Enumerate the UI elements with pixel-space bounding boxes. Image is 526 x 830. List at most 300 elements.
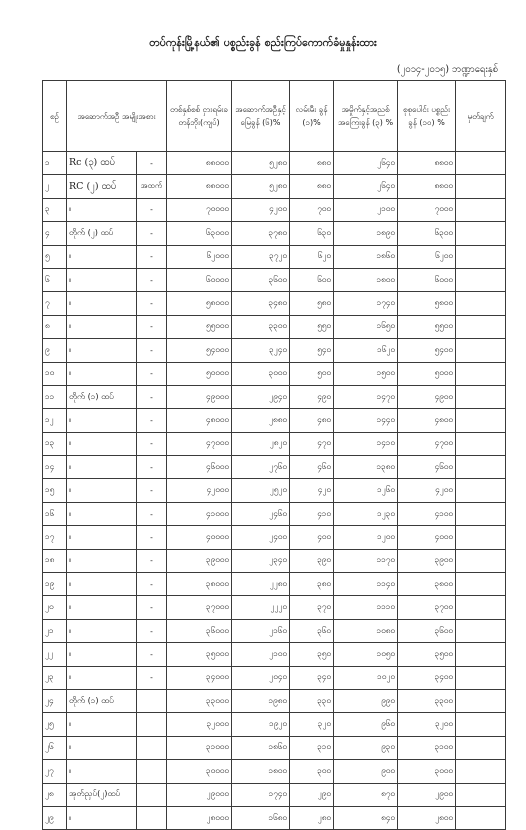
building-subtype-cell: -: [137, 549, 167, 572]
refuse-tax-cell: ၉၃၀: [334, 736, 398, 759]
serial-cell: ၂၄: [43, 689, 67, 712]
building-tax-cell: ၂၄၆၀: [232, 502, 290, 525]
building-subtype-cell: -: [137, 385, 167, 408]
light-tax-cell: ၃၆၀: [290, 619, 334, 642]
serial-cell: ၁၈: [43, 549, 67, 572]
remark-cell: [456, 806, 506, 829]
building-subtype-cell: -: [137, 315, 167, 338]
building-type-cell: ။: [67, 713, 137, 736]
table-row: [43, 573, 506, 596]
light-tax-cell: ၅၅၀: [290, 315, 334, 338]
building-tax-cell: ၂၉၄၀: [232, 385, 290, 408]
total-tax-cell: ၅၄၀၀: [398, 339, 456, 362]
serial-cell: ၄: [43, 222, 67, 245]
light-tax-cell: ၂၉၀: [290, 783, 334, 806]
remark-cell: [456, 315, 506, 338]
building-subtype-cell: -: [137, 198, 167, 221]
header-serial: စဉ်: [43, 81, 67, 152]
light-tax-cell: ၃၄၀: [290, 666, 334, 689]
building-type-cell: ။: [67, 806, 137, 829]
total-tax-cell: ၅၀၀၀: [398, 362, 456, 385]
building-subtype-cell: -: [137, 643, 167, 666]
refuse-tax-cell: ၁၁၁၀: [334, 596, 398, 619]
building-subtype-cell: -: [137, 619, 167, 642]
remark-cell: [456, 198, 506, 221]
building-tax-cell: ၂၂၂၀: [232, 596, 290, 619]
building-tax-cell: ၁၈၀၀: [232, 760, 290, 783]
header-building-land-tax: အဆောက်အဦနှင့်မြေခွန် (၆)%: [232, 81, 290, 152]
serial-cell: ၂: [43, 175, 67, 198]
total-tax-cell: ၈၈၀၀: [398, 175, 456, 198]
annual-value-cell: ၅၀၀၀၀: [167, 362, 232, 385]
annual-value-cell: ၃၉၀၀၀: [167, 549, 232, 572]
total-tax-cell: ၅၈၀၀: [398, 292, 456, 315]
light-tax-cell: ၃၉၀: [290, 549, 334, 572]
refuse-tax-cell: ၁၂၆၀: [334, 479, 398, 502]
annual-value-cell: ၅၄၀၀၀: [167, 339, 232, 362]
table-row: [43, 385, 506, 408]
annual-value-cell: ၃၆၀၀၀: [167, 619, 232, 642]
total-tax-cell: ၅၅၀၀: [398, 315, 456, 338]
building-tax-cell: ၁၈၆၀: [232, 736, 290, 759]
building-tax-cell: ၂၈၈၀: [232, 409, 290, 432]
refuse-tax-cell: ၉၆၀: [334, 713, 398, 736]
annual-value-cell: ၂၉၀၀၀: [167, 783, 232, 806]
serial-cell: ၁၁: [43, 385, 67, 408]
building-subtype-cell: [137, 760, 167, 783]
annual-value-cell: ၄၆၀၀၀: [167, 456, 232, 479]
refuse-tax-cell: ၂၆၄၀: [334, 152, 398, 175]
remark-cell: [456, 432, 506, 455]
building-subtype-cell: -: [137, 292, 167, 315]
building-subtype-cell: -: [137, 666, 167, 689]
building-subtype-cell: [137, 736, 167, 759]
table-row: [43, 760, 506, 783]
header-building-type: အဆောက်အဦ အမျိုးအစား: [67, 81, 167, 152]
annual-value-cell: ၃၃၀၀၀: [167, 689, 232, 712]
remark-cell: [456, 549, 506, 572]
serial-cell: ၉: [43, 339, 67, 362]
refuse-tax-cell: ၁၂၀၀: [334, 526, 398, 549]
building-type-cell: ။: [67, 245, 137, 268]
building-subtype-cell: [137, 689, 167, 712]
remark-cell: [456, 783, 506, 806]
light-tax-cell: ၄၆၀: [290, 456, 334, 479]
light-tax-cell: ၅၀၀: [290, 362, 334, 385]
serial-cell: ၂၁: [43, 619, 67, 642]
serial-cell: ၇: [43, 292, 67, 315]
building-tax-cell: ၂၁၀၀: [232, 643, 290, 666]
refuse-tax-cell: ၁၀၂၀: [334, 666, 398, 689]
building-tax-cell: ၂၇၆၀: [232, 456, 290, 479]
annual-value-cell: ၆၃၀၀၀: [167, 222, 232, 245]
serial-cell: ၂၇: [43, 760, 67, 783]
total-tax-cell: ၄၉၀၀: [398, 385, 456, 408]
total-tax-cell: ၄၀၀၀: [398, 526, 456, 549]
annual-value-cell: ၃၄၀၀၀: [167, 666, 232, 689]
serial-cell: ၂၆: [43, 736, 67, 759]
total-tax-cell: ၂၉၀၀: [398, 783, 456, 806]
light-tax-cell: ၃၈၀: [290, 573, 334, 596]
table-row: [43, 806, 506, 829]
table-row: [43, 198, 506, 221]
serial-cell: ၃: [43, 198, 67, 221]
light-tax-cell: ၄၇၀: [290, 432, 334, 455]
building-subtype-cell: -: [137, 362, 167, 385]
table-row: [43, 736, 506, 759]
building-type-cell: ။: [67, 409, 137, 432]
building-subtype-cell: -: [137, 245, 167, 268]
table-row: [43, 783, 506, 806]
light-tax-cell: ၃၇၀: [290, 596, 334, 619]
building-type-cell: ။: [67, 526, 137, 549]
building-tax-cell: ၅၂၈၀: [232, 175, 290, 198]
building-type-cell: ။: [67, 549, 137, 572]
header-street-light-tax: လမ်းမီး ခွန် (၁)%: [290, 81, 334, 152]
refuse-tax-cell: ၁၆၂၀: [334, 339, 398, 362]
refuse-tax-cell: ၁၀၅၀: [334, 643, 398, 666]
building-tax-cell: ၂၈၂၀: [232, 432, 290, 455]
table-row: [43, 409, 506, 432]
building-tax-cell: ၃၀၀၀: [232, 362, 290, 385]
serial-cell: ၁၂: [43, 409, 67, 432]
annual-value-cell: ၃၈၀၀၀: [167, 573, 232, 596]
building-subtype-cell: -: [137, 456, 167, 479]
total-tax-cell: ၈၈၀၀: [398, 152, 456, 175]
remark-cell: [456, 619, 506, 642]
light-tax-cell: ၇၀၀: [290, 198, 334, 221]
building-type-cell: ။: [67, 502, 137, 525]
building-subtype-cell: [137, 806, 167, 829]
remark-cell: [456, 689, 506, 712]
total-tax-cell: ၃၇၀၀: [398, 596, 456, 619]
table-row: [43, 689, 506, 712]
total-tax-cell: ၄၇၀၀: [398, 432, 456, 455]
serial-cell: ၁၀: [43, 362, 67, 385]
table-row: [43, 666, 506, 689]
table-row: [43, 502, 506, 525]
table-row: [43, 222, 506, 245]
light-tax-cell: ၆၂၀: [290, 245, 334, 268]
light-tax-cell: ၃၀၀: [290, 760, 334, 783]
building-subtype-cell: [137, 783, 167, 806]
annual-value-cell: ၄၁၀၀၀: [167, 502, 232, 525]
remark-cell: [456, 409, 506, 432]
light-tax-cell: ၈၈၀: [290, 175, 334, 198]
tax-rate-table: [42, 80, 506, 830]
total-tax-cell: ၃၉၀၀: [398, 549, 456, 572]
building-tax-cell: ၃၇၂၀: [232, 245, 290, 268]
refuse-tax-cell: ၁၃၈၀: [334, 456, 398, 479]
building-type-cell: ။: [67, 760, 137, 783]
building-type-cell: ။: [67, 292, 137, 315]
serial-cell: ၂၅: [43, 713, 67, 736]
refuse-tax-cell: ၉၉၀: [334, 689, 398, 712]
serial-cell: ၂၀: [43, 596, 67, 619]
table-row: [43, 526, 506, 549]
building-tax-cell: ၁၉၂၀: [232, 713, 290, 736]
table-row: [43, 268, 506, 291]
refuse-tax-cell: ၁၄၄၀: [334, 409, 398, 432]
building-tax-cell: ၄၂၀၀: [232, 198, 290, 221]
document-title: တပ်ကုန်းမြို့နယ်၏ ပစ္စည်းခွန် စည်းကြပ်ကောက်ခံမှုနှုန်းထား: [149, 37, 377, 49]
annual-value-cell: ၃၁၀၀၀: [167, 736, 232, 759]
serial-cell: ၁၅: [43, 479, 67, 502]
serial-cell: ၁၄: [43, 456, 67, 479]
remark-cell: [456, 760, 506, 783]
refuse-tax-cell: ၁၂၃၀: [334, 502, 398, 525]
table-row: [43, 432, 506, 455]
building-subtype-cell: [137, 713, 167, 736]
table-row: [43, 362, 506, 385]
building-subtype-cell: -: [137, 573, 167, 596]
refuse-tax-cell: ၁၅၀၀: [334, 362, 398, 385]
refuse-tax-cell: ၂၁၀၀: [334, 198, 398, 221]
remark-cell: [456, 362, 506, 385]
serial-cell: ၅: [43, 245, 67, 268]
light-tax-cell: ၆၀၀: [290, 268, 334, 291]
building-type-cell: ။: [67, 362, 137, 385]
table-row: [43, 549, 506, 572]
total-tax-cell: ၆၃၀၀: [398, 222, 456, 245]
refuse-tax-cell: ၈၄၀: [334, 806, 398, 829]
annual-value-cell: ၃၂၀၀၀: [167, 713, 232, 736]
building-subtype-cell: -: [137, 526, 167, 549]
building-tax-cell: ၂၀၄၀: [232, 666, 290, 689]
serial-cell: ၆: [43, 268, 67, 291]
refuse-tax-cell: ၈၇၀: [334, 783, 398, 806]
annual-value-cell: ၅၈၀၀၀: [167, 292, 232, 315]
annual-value-cell: ၅၅၀၀၀: [167, 315, 232, 338]
refuse-tax-cell: ၁၈၉၀: [334, 222, 398, 245]
fiscal-year: (၂၀၁၄-၂၀၁၅) ဘဏ္ဍာရေးနှစ်: [396, 64, 498, 75]
building-type-cell: တိုက် (၁) ထပ်: [67, 385, 137, 408]
light-tax-cell: ၆၃၀: [290, 222, 334, 245]
building-tax-cell: ၂၂၈၀: [232, 573, 290, 596]
header-remarks: မှတ်ချက်: [456, 81, 506, 152]
annual-value-cell: ၂၈၀၀၀: [167, 806, 232, 829]
building-type-cell: ။: [67, 619, 137, 642]
building-type-cell: RC (၂) ထပ်: [67, 175, 137, 198]
annual-value-cell: ၆၀၀၀၀: [167, 268, 232, 291]
table-header-row: [43, 81, 506, 152]
building-type-cell: ။: [67, 339, 137, 362]
remark-cell: [456, 643, 506, 666]
table-body: [43, 152, 506, 830]
refuse-tax-cell: ၂၆၄၀: [334, 175, 398, 198]
remark-cell: [456, 152, 506, 175]
remark-cell: [456, 596, 506, 619]
building-type-cell: ။: [67, 573, 137, 596]
light-tax-cell: ၅၈၀: [290, 292, 334, 315]
light-tax-cell: ၄၉၀: [290, 385, 334, 408]
building-tax-cell: ၂၄၀၀: [232, 526, 290, 549]
annual-value-cell: ၄၇၀၀၀: [167, 432, 232, 455]
refuse-tax-cell: ၉၀၀: [334, 760, 398, 783]
table-row: [43, 456, 506, 479]
building-tax-cell: ၁၇၄၀: [232, 783, 290, 806]
header-total-property-tax: စုစုပေါင်း ပစ္စည်းခွန် (၁၀) %: [398, 81, 456, 152]
total-tax-cell: ၃၅၀၀: [398, 643, 456, 666]
table-row: [43, 315, 506, 338]
building-type-cell: အုတ်ညှပ်(၂)ထပ်: [67, 783, 137, 806]
building-tax-cell: ၅၂၈၀: [232, 152, 290, 175]
remark-cell: [456, 456, 506, 479]
serial-cell: ၁၃: [43, 432, 67, 455]
light-tax-cell: ၄၈၀: [290, 409, 334, 432]
remark-cell: [456, 479, 506, 502]
serial-cell: ၂၈: [43, 783, 67, 806]
refuse-tax-cell: ၁၆၅၀: [334, 315, 398, 338]
table-row: [43, 619, 506, 642]
annual-value-cell: ၆၂၀၀၀: [167, 245, 232, 268]
remark-cell: [456, 573, 506, 596]
building-type-cell: ။: [67, 268, 137, 291]
refuse-tax-cell: ၁၈၀၀: [334, 268, 398, 291]
header-refuse-tax: အမှိုက်နှင့်အညစ် အကြေးခွန် (၃) %: [334, 81, 398, 152]
remark-cell: [456, 526, 506, 549]
refuse-tax-cell: ၁၄၁၀: [334, 432, 398, 455]
remark-cell: [456, 385, 506, 408]
building-subtype-cell: -: [137, 339, 167, 362]
table-row: [43, 339, 506, 362]
building-tax-cell: ၃၇၈၀: [232, 222, 290, 245]
building-subtype-cell: -: [137, 502, 167, 525]
building-type-cell: ။: [67, 315, 137, 338]
table-row: [43, 643, 506, 666]
annual-value-cell: ၇၀၀၀၀: [167, 198, 232, 221]
light-tax-cell: ၃၁၀: [290, 736, 334, 759]
refuse-tax-cell: ၁၈၆၀: [334, 245, 398, 268]
table-row: [43, 175, 506, 198]
remark-cell: [456, 713, 506, 736]
building-tax-cell: ၂၅၂၀: [232, 479, 290, 502]
total-tax-cell: ၃၈၀၀: [398, 573, 456, 596]
annual-value-cell: ၄၂၀၀၀: [167, 479, 232, 502]
light-tax-cell: ၃၅၀: [290, 643, 334, 666]
building-subtype-cell: -: [137, 409, 167, 432]
building-subtype-cell: -: [137, 432, 167, 455]
refuse-tax-cell: ၁၀၈၀: [334, 619, 398, 642]
building-subtype-cell: အထက်: [137, 175, 167, 198]
remark-cell: [456, 339, 506, 362]
building-subtype-cell: -: [137, 479, 167, 502]
light-tax-cell: ၄၁၀: [290, 502, 334, 525]
table-row: [43, 713, 506, 736]
remark-cell: [456, 222, 506, 245]
remark-cell: [456, 502, 506, 525]
total-tax-cell: ၃၃၀၀: [398, 689, 456, 712]
table-row: [43, 245, 506, 268]
building-type-cell: ။: [67, 736, 137, 759]
total-tax-cell: ၆၂၀၀: [398, 245, 456, 268]
building-tax-cell: ၃၄၈၀: [232, 292, 290, 315]
light-tax-cell: ၈၈၀: [290, 152, 334, 175]
total-tax-cell: ၄၂၀၀: [398, 479, 456, 502]
building-type-cell: ။: [67, 666, 137, 689]
remark-cell: [456, 666, 506, 689]
remark-cell: [456, 292, 506, 315]
light-tax-cell: ၅၄၀: [290, 339, 334, 362]
remark-cell: [456, 245, 506, 268]
building-tax-cell: ၃၆၀၀: [232, 268, 290, 291]
refuse-tax-cell: ၁၇၄၀: [334, 292, 398, 315]
building-tax-cell: ၁၉၈၀: [232, 689, 290, 712]
total-tax-cell: ၃၂၀၀: [398, 713, 456, 736]
building-type-cell: တိုက် (၂) ထပ်: [67, 222, 137, 245]
building-type-cell: ။: [67, 198, 137, 221]
table-row: [43, 292, 506, 315]
serial-cell: ၂၂: [43, 643, 67, 666]
annual-value-cell: ၄၈၀၀၀: [167, 409, 232, 432]
annual-value-cell: ၃၅၀၀၀: [167, 643, 232, 666]
total-tax-cell: ၃၀၀၀: [398, 760, 456, 783]
serial-cell: ၁၉: [43, 573, 67, 596]
building-tax-cell: ၂၃၄၀: [232, 549, 290, 572]
total-tax-cell: ၃၄၀၀: [398, 666, 456, 689]
serial-cell: ၂၃: [43, 666, 67, 689]
light-tax-cell: ၃၂၀: [290, 713, 334, 736]
serial-cell: ၈: [43, 315, 67, 338]
light-tax-cell: ၄၀၀: [290, 526, 334, 549]
annual-value-cell: ၈၈၀၀၀: [167, 175, 232, 198]
building-type-cell: ။: [67, 432, 137, 455]
serial-cell: ၁၆: [43, 502, 67, 525]
building-tax-cell: ၃၂၄၀: [232, 339, 290, 362]
serial-cell: ၁၇: [43, 526, 67, 549]
table-row: [43, 152, 506, 175]
building-type-cell: ။: [67, 456, 137, 479]
serial-cell: ၁: [43, 152, 67, 175]
total-tax-cell: ၆၀၀၀: [398, 268, 456, 291]
building-subtype-cell: -: [137, 152, 167, 175]
light-tax-cell: ၂၈၀: [290, 806, 334, 829]
building-type-cell: Rc (၃) ထပ်: [67, 152, 137, 175]
table-row: [43, 596, 506, 619]
header-annual-rent-value: တစ်နှစ်စစ် ငှားရမ်းခ တန်ဘိုး(ကျပ်): [167, 81, 232, 152]
building-subtype-cell: -: [137, 268, 167, 291]
refuse-tax-cell: ၁၁၇၀: [334, 549, 398, 572]
total-tax-cell: ၄၆၀၀: [398, 456, 456, 479]
light-tax-cell: ၃၃၀: [290, 689, 334, 712]
total-tax-cell: ၄၁၀၀: [398, 502, 456, 525]
building-type-cell: ။: [67, 643, 137, 666]
total-tax-cell: ၃၁၀၀: [398, 736, 456, 759]
remark-cell: [456, 736, 506, 759]
annual-value-cell: ၄၀၀၀၀: [167, 526, 232, 549]
building-type-cell: တိုက် (၁) ထပ်: [67, 689, 137, 712]
total-tax-cell: ၄၈၀၀: [398, 409, 456, 432]
refuse-tax-cell: ၁၄၇၀: [334, 385, 398, 408]
building-tax-cell: ၂၁၆၀: [232, 619, 290, 642]
building-subtype-cell: -: [137, 596, 167, 619]
building-tax-cell: ၃၃၀၀: [232, 315, 290, 338]
total-tax-cell: ၃၆၀၀: [398, 619, 456, 642]
building-type-cell: ။: [67, 596, 137, 619]
annual-value-cell: ၈၈၀၀၀: [167, 152, 232, 175]
remark-cell: [456, 268, 506, 291]
building-subtype-cell: -: [137, 222, 167, 245]
light-tax-cell: ၄၂၀: [290, 479, 334, 502]
refuse-tax-cell: ၁၁၄၀: [334, 573, 398, 596]
annual-value-cell: ၃၀၀၀၀: [167, 760, 232, 783]
total-tax-cell: ၇၀၀၀: [398, 198, 456, 221]
annual-value-cell: ၄၉၀၀၀: [167, 385, 232, 408]
building-tax-cell: ၁၆၈၀: [232, 806, 290, 829]
remark-cell: [456, 175, 506, 198]
total-tax-cell: ၂၈၀၀: [398, 806, 456, 829]
building-type-cell: ။: [67, 479, 137, 502]
